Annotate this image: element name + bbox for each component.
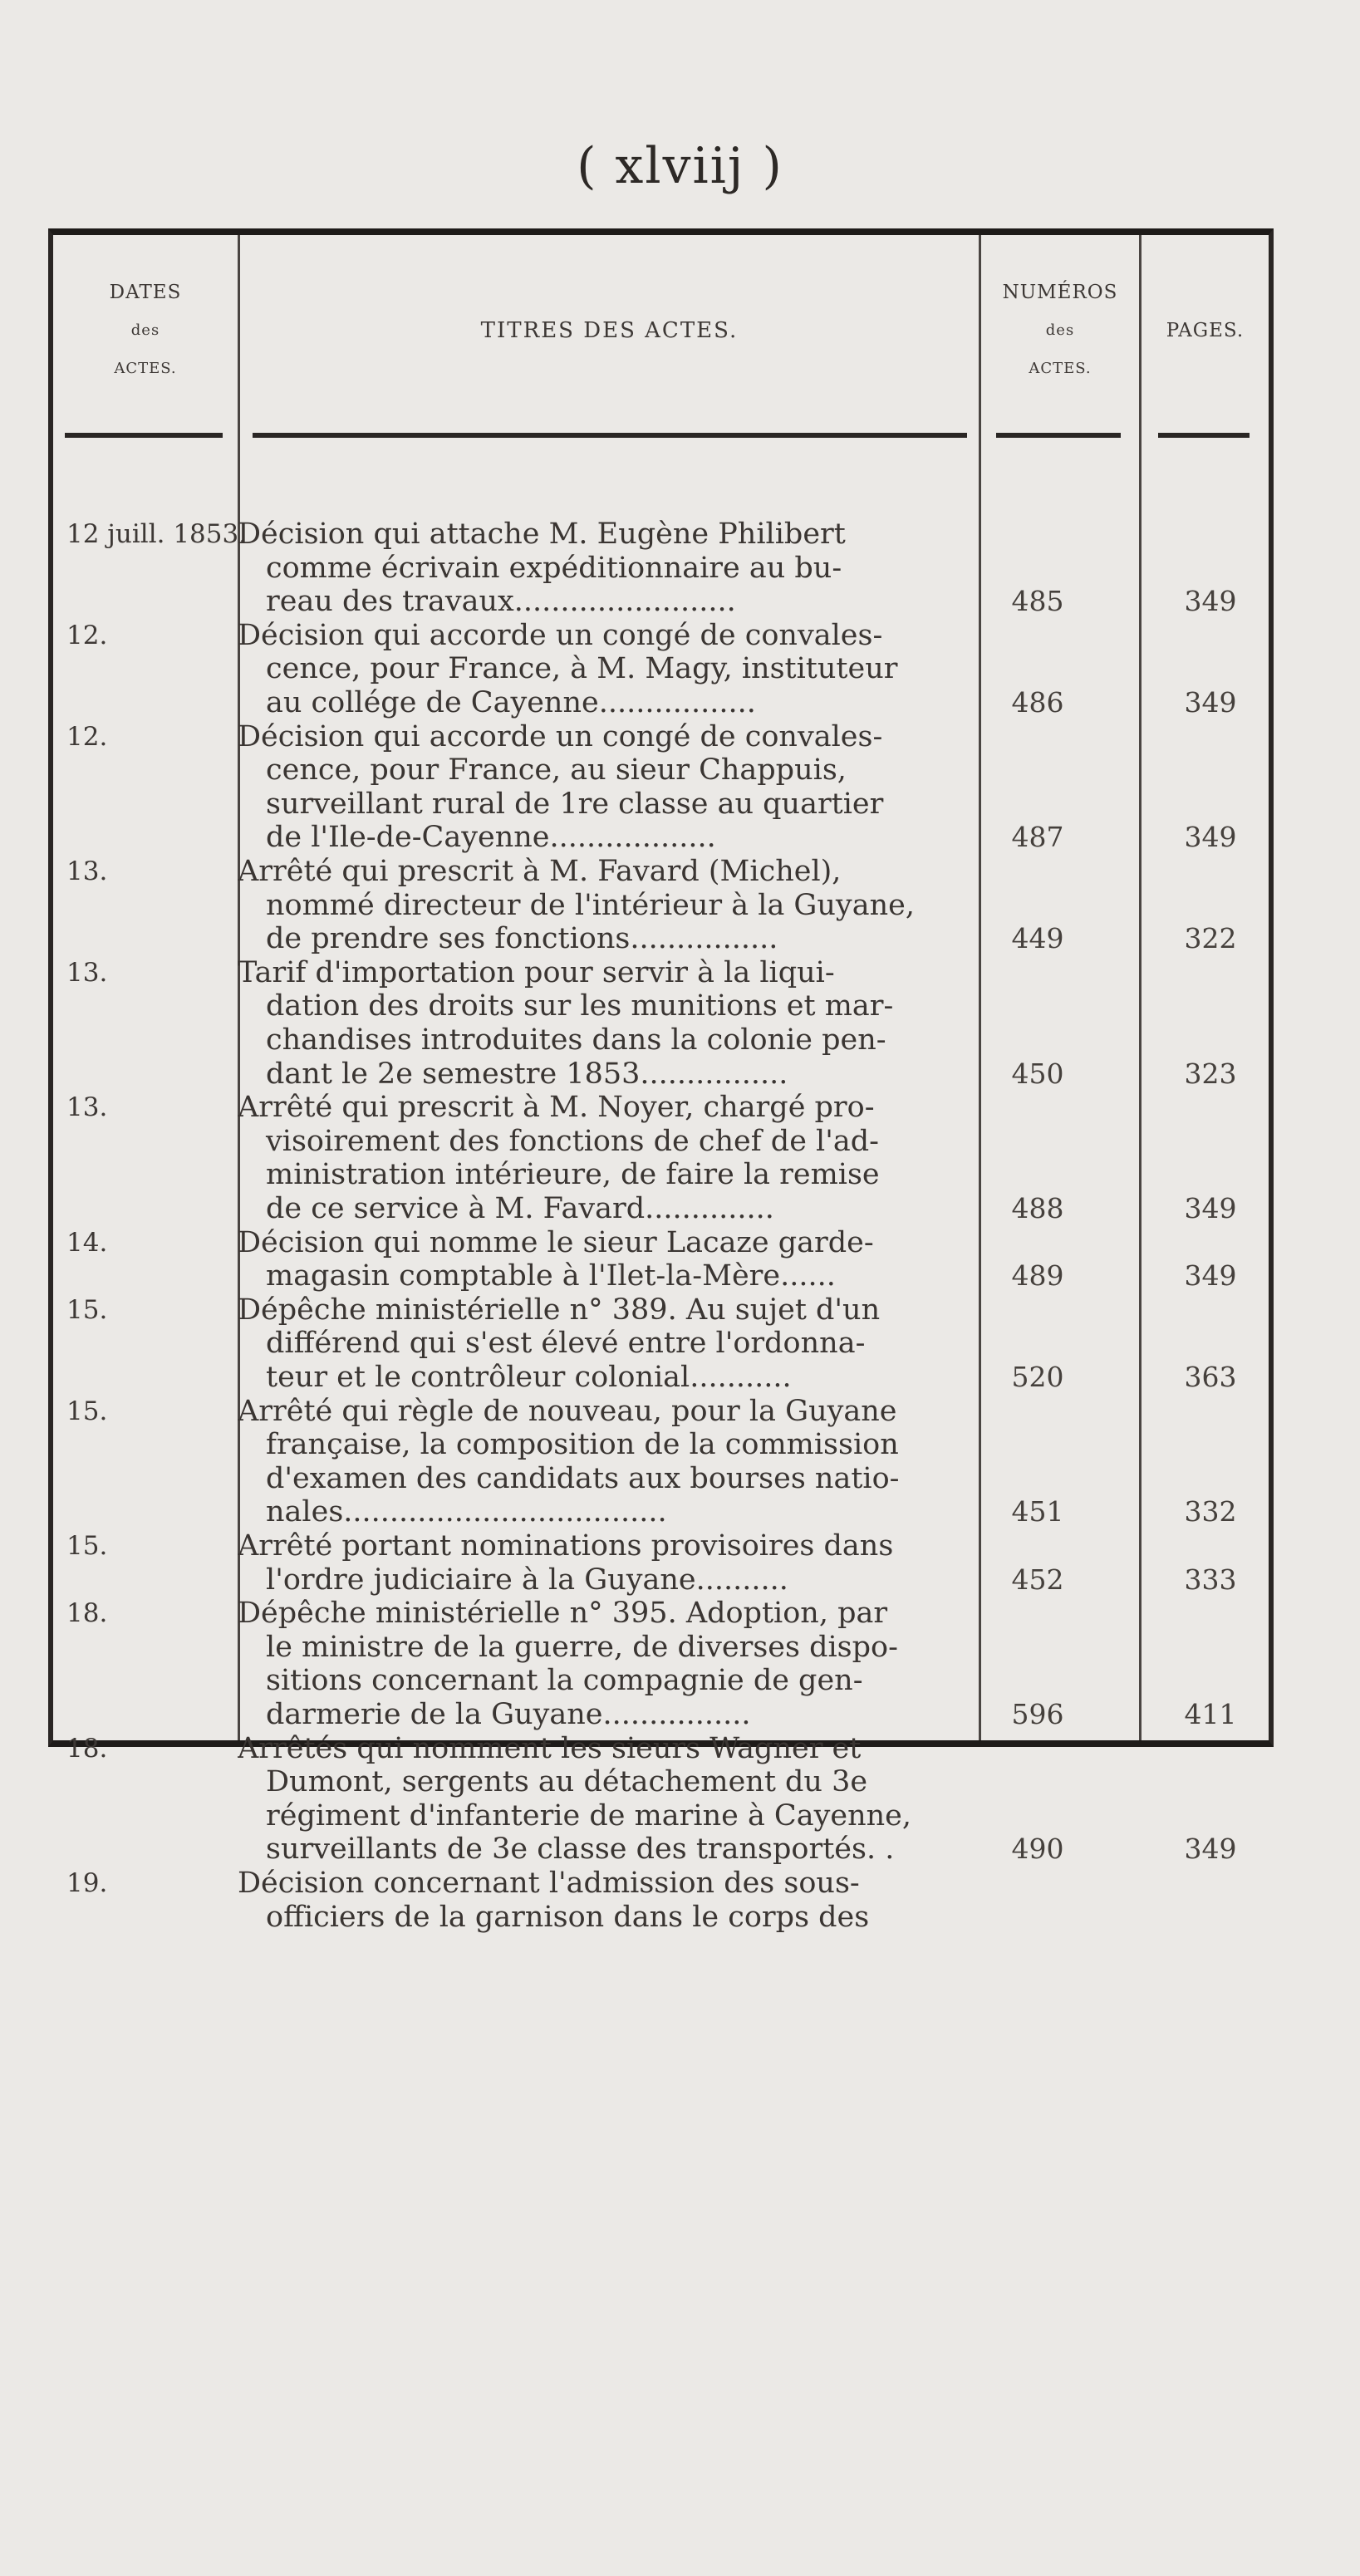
entry-title — [238, 1597, 952, 1731]
entry-number: 485 — [1011, 585, 1064, 618]
entry-title-line: sitions concernant la compagnie de gen- — [266, 1664, 863, 1698]
header-rule — [1158, 433, 1250, 438]
entry-date: 19. — [66, 1868, 108, 1898]
entry-page: 349 — [1184, 1833, 1237, 1866]
entry-title-line: Décision qui attache M. Eugène Philibert — [238, 518, 846, 551]
header-dates-line2: des — [130, 321, 160, 339]
page-header: ( xlviij ) — [577, 137, 783, 195]
entry-page: 332 — [1184, 1495, 1237, 1528]
entry-title-line: magasin comptable à l'Ilet-la-Mère...... — [266, 1259, 836, 1293]
entry-page: 411 — [1184, 1697, 1237, 1730]
entry-number: 451 — [1011, 1495, 1064, 1528]
entry-title-line: Arrêté qui prescrit à M. Noyer, chargé pro- — [238, 1091, 875, 1125]
entry-number: 449 — [1011, 922, 1064, 955]
entry-title-line: de ce service à M. Favard.............. — [266, 1191, 774, 1225]
header-numbers-line1: NUMÉROS — [1002, 282, 1118, 303]
entry-title — [238, 518, 952, 619]
entry-title-line: Décision qui accorde un congé de convales- — [238, 719, 883, 753]
entry-date: 13. — [66, 856, 108, 886]
entry-title-line: Dumont, sergents au détachement du 3e — [266, 1765, 868, 1799]
header-pages — [1142, 235, 1269, 426]
entry-title-line: au collége de Cayenne................. — [266, 685, 756, 719]
entry-title-line: Dépêche ministérielle n° 389. Au sujet d'un — [238, 1293, 881, 1327]
entry-number: 450 — [1011, 1057, 1064, 1090]
header-pages-label: PAGES. — [1166, 320, 1245, 341]
entry-title-line: reau des travaux........................ — [266, 585, 736, 619]
entry-page: 349 — [1184, 1259, 1237, 1293]
entry-page: 363 — [1184, 1360, 1237, 1393]
header-titles-label: TITRES DES ACTES. — [480, 318, 739, 343]
entry-number: 490 — [1011, 1833, 1064, 1866]
entry-title-line: ministration intérieure, de faire la remise — [266, 1158, 880, 1192]
entry-title-line: Décision concernant l'admission des sous- — [238, 1867, 860, 1900]
entry-title-line: cence, pour France, à M. Magy, instituteur — [266, 652, 898, 686]
entry-date: 18. — [66, 1598, 108, 1629]
entry-date: 13. — [66, 1092, 108, 1123]
entry-title — [238, 1395, 952, 1529]
entry-title — [238, 619, 952, 720]
entry-page: 323 — [1184, 1057, 1237, 1090]
entry-title-line: chandises introduites dans la colonie pen- — [266, 1023, 886, 1057]
entry-date: 15. — [66, 1294, 108, 1325]
entry-date: 15. — [66, 1531, 108, 1561]
entry-title — [238, 1091, 952, 1225]
entry-title-line: surveillants de 3e classe des transportés. . — [266, 1833, 895, 1867]
entry-title-line: d'examen des candidats aux bourses natio- — [266, 1461, 900, 1495]
entry-number: 596 — [1011, 1697, 1064, 1730]
entry-title-line: Arrêté qui prescrit à M. Favard (Michel), — [238, 855, 842, 888]
entry-number: 487 — [1011, 821, 1064, 854]
entry-title-line: Arrêté portant nominations provisoires dans — [238, 1529, 894, 1563]
entry-date: 12. — [66, 620, 108, 650]
entry-title — [238, 855, 952, 956]
entry-date: 18. — [66, 1733, 108, 1764]
entry-title — [238, 1529, 952, 1597]
header-rule — [253, 433, 967, 438]
entry-title-line: régiment d'infanterie de marine à Cayenne, — [266, 1798, 911, 1833]
entry-page: 349 — [1184, 1191, 1237, 1224]
entry-page: 349 — [1184, 821, 1237, 854]
entry-title-line: Arrêté qui règle de nouveau, pour la Guyane — [238, 1394, 897, 1428]
entry-title-line: l'ordre judiciaire à la Guyane.......... — [266, 1563, 788, 1597]
header-numbers-line2: des — [1045, 321, 1075, 339]
entry-title-line: nommé directeur de l'intérieur à la Guyane, — [266, 888, 915, 922]
header-dates-line1: DATES — [109, 282, 182, 303]
header-dates-line3: ACTES. — [114, 360, 177, 377]
header-rule — [65, 433, 223, 438]
header-dates — [53, 235, 238, 426]
header-numbers — [981, 235, 1139, 426]
entry-date: 12. — [66, 721, 108, 752]
entry-title-line: comme écrivain expéditionnaire au bu- — [266, 551, 842, 585]
entry-title-line: de prendre ses fonctions................ — [266, 922, 778, 956]
entry-title-line: Tarif d'importation pour servir à la liqui- — [238, 955, 835, 989]
entry-title-line: officiers de la garnison dans le corps des — [266, 1900, 870, 1934]
entry-title-line: dant le 2e semestre 1853................ — [266, 1057, 788, 1091]
entry-date: 12 juill. 1853. — [66, 519, 248, 549]
entry-number: 486 — [1011, 685, 1064, 719]
entry-page: 322 — [1184, 922, 1237, 955]
entry-number: 520 — [1011, 1360, 1064, 1393]
entry-title — [238, 1867, 952, 1934]
entry-number: 488 — [1011, 1191, 1064, 1224]
entry-number: 452 — [1011, 1563, 1064, 1596]
entry-title-line: le ministre de la guerre, de diverses dispo- — [266, 1630, 898, 1664]
entry-title-line: Décision qui nomme le sieur Lacaze garde- — [238, 1225, 874, 1259]
entry-page: 333 — [1184, 1563, 1237, 1596]
entry-title-line: Arrêtés qui nomment les sieurs Wagner et — [238, 1731, 862, 1765]
header-rule — [996, 433, 1121, 438]
entry-date: 14. — [66, 1227, 108, 1258]
entry-title-line: cence, pour France, au sieur Chappuis, — [266, 753, 847, 788]
entry-title — [238, 720, 952, 855]
entry-title-line: visoirement des fonctions de chef de l'ad- — [266, 1124, 879, 1158]
header-titles — [240, 235, 979, 426]
entry-number: 489 — [1011, 1259, 1064, 1293]
entry-title-line: nales................................... — [266, 1495, 667, 1529]
header-numbers-line3: ACTES. — [1029, 360, 1092, 377]
entry-title-line: dation des droits sur les munitions et mar- — [266, 989, 894, 1023]
entry-title-line: française, la composition de la commission — [266, 1428, 899, 1462]
entry-title-line: teur et le contrôleur colonial........... — [266, 1360, 792, 1394]
entry-title-line: de l'Ile-de-Cayenne.................. — [266, 821, 716, 855]
entry-page: 349 — [1184, 585, 1237, 618]
entry-title — [238, 1732, 952, 1867]
entry-date: 13. — [66, 957, 108, 988]
entry-title — [238, 956, 952, 1091]
entry-title-line: Décision qui accorde un congé de convales- — [238, 618, 883, 652]
column-divider — [1139, 235, 1142, 1740]
entry-title-line: Dépêche ministérielle n° 395. Adoption, par — [238, 1597, 888, 1631]
entry-title-line: darmerie de la Guyane................ — [266, 1697, 751, 1731]
acts-table — [48, 228, 1274, 1934]
entry-date: 15. — [66, 1396, 108, 1426]
entry-page: 349 — [1184, 685, 1237, 719]
entry-title — [238, 1226, 952, 1293]
entry-title-line: surveillant rural de 1re classe au quartier — [266, 787, 884, 821]
entry-title — [238, 1293, 952, 1395]
entry-title-line: différend qui s'est élevé entre l'ordonna- — [266, 1327, 866, 1361]
